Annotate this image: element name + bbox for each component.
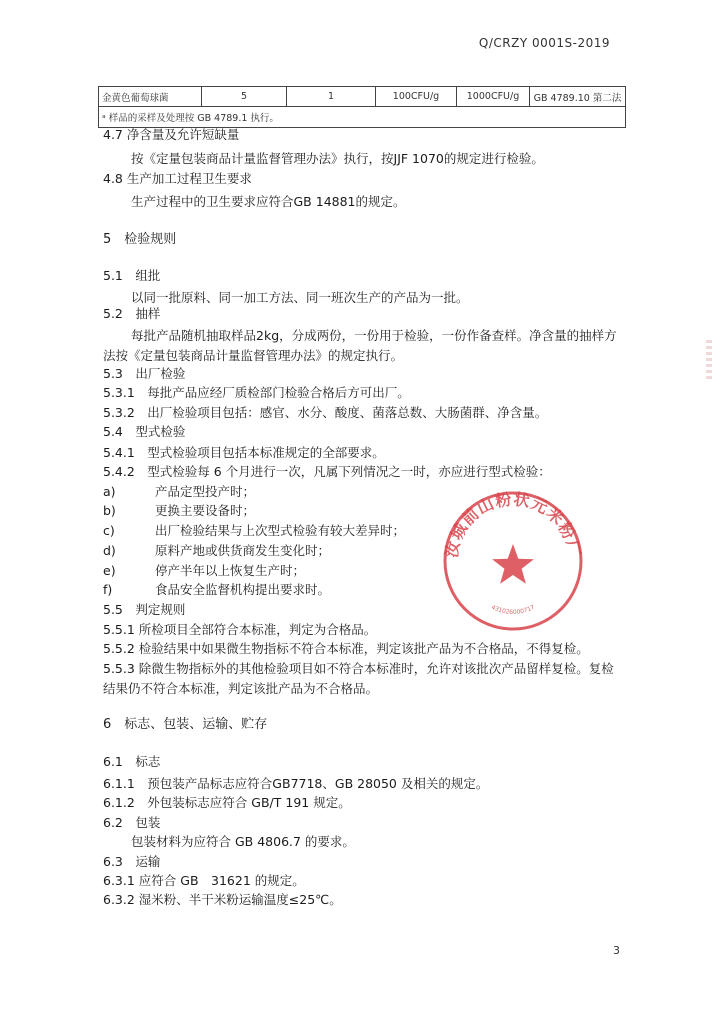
clause: 结果仍不符合本标准，判定该批产品为不合格品。 [103, 681, 379, 696]
seal-number: 431026000717 [490, 603, 536, 616]
chapter-heading: 6 标志、包装、运输、贮存 [103, 717, 268, 732]
section-heading: 5.4 型式检验 [103, 424, 186, 439]
clause: 5.4.1 型式检验项目包括本标准规定的全部要求。 [103, 445, 385, 460]
list-item: 停产半年以上恢复生产时； [155, 563, 306, 578]
document-code: Q/CRZY 0001S-2019 [478, 36, 610, 50]
margin-stamp-mark [706, 340, 712, 380]
list-marker: b) [103, 503, 116, 518]
table-cell: 100CFU/g [376, 87, 457, 107]
section-heading: 5.5 判定规则 [103, 602, 186, 617]
table-footnote: ᵃ 样品的采样及处理按 GB 4789.1 执行。 [99, 107, 626, 128]
table-row [99, 107, 626, 128]
clause: 5.3.1 每批产品应经厂质检部门检验合格后方可出厂。 [103, 385, 410, 400]
table-cell: GB 4789.10 第二法 [530, 87, 626, 107]
seal-text: 汝城前山粉状元米粉厂 [441, 489, 585, 559]
list-marker: e) [103, 563, 116, 578]
list-item: 出厂检验结果与上次型式检验有较大差异时； [155, 523, 406, 538]
section-heading: 5.1 组批 [103, 268, 161, 283]
company-seal [440, 488, 586, 634]
list-marker: c) [103, 523, 115, 538]
section-heading: 5.3 出厂检验 [103, 366, 186, 381]
list-marker: a) [103, 484, 116, 499]
clause: 5.5.1 所检项目全部符合本标准，判定为合格品。 [103, 622, 377, 637]
clause: 5.5.3 除微生物指标外的其他检验项目如不符合本标准时，允许对该批次产品留样复检。复检 [103, 661, 614, 676]
list-item: 原料产地或供货商发生变化时； [155, 543, 331, 558]
table-cell: 1 [287, 87, 376, 107]
microbiology-table [98, 86, 626, 128]
table-cell: 1000CFU/g [457, 87, 530, 107]
clause: 6.3.2 湿米粉、半干米粉运输温度≤25℃。 [103, 892, 342, 907]
section-heading: 4.7 净含量及允许短缺量 [103, 127, 240, 142]
svg-text:431026000717 [490, 604, 536, 616]
clause: 5.3.2 出厂检验项目包括：感官、水分、酸度、菌落总数、大肠菌群、净含量。 [103, 405, 548, 420]
list-item: 更换主要设备时； [155, 503, 256, 518]
paragraph: 生产过程中的卫生要求应符合GB 14881的规定。 [131, 194, 406, 209]
list-item: 食品安全监督机构提出要求时。 [155, 582, 331, 597]
clause: 6.1.2 外包装标志应符合 GB/T 191 规定。 [103, 795, 351, 810]
table-cell: 5 [202, 87, 287, 107]
page-number: 3 [613, 944, 620, 957]
section-heading: 6.1 标志 [103, 754, 161, 769]
paragraph: 包装材料为应符合 GB 4806.7 的要求。 [131, 834, 355, 849]
paragraph: 法按《定量包装商品计量监督管理办法》的规定执行。 [103, 348, 404, 363]
paragraph: 以同一批原料、同一加工方法、同一班次生产的产品为一批。 [131, 290, 469, 305]
section-heading: 6.3 运输 [103, 854, 161, 869]
paragraph: 按《定量包装商品计量监督管理办法》执行，按JJF 1070的规定进行检验。 [131, 151, 544, 166]
table-row [99, 87, 626, 107]
table-cell: 金黄色葡萄球菌 [99, 87, 202, 107]
list-marker: d) [103, 543, 116, 558]
section-heading: 4.8 生产加工过程卫生要求 [103, 171, 252, 186]
clause: 6.3.1 应符合 GB 31621 的规定。 [103, 873, 305, 888]
section-heading: 5.2 抽样 [103, 306, 161, 321]
chapter-heading: 5 检验规则 [103, 232, 177, 247]
clause: 5.5.2 检验结果中如果微生物指标不符合本标准，判定该批产品为不合格品，不得复检。 [103, 641, 589, 656]
clause: 6.1.1 预包装产品标志应符合GB7718、GB 28050 及相关的规定。 [103, 776, 489, 791]
list-item: 产品定型投产时； [155, 484, 256, 499]
paragraph: 每批产品随机抽取样品2kg，分成两份，一份用于检验，一份作备查样。净含量的抽样方 [131, 328, 617, 343]
seal-star-icon [492, 544, 534, 584]
list-marker: f) [103, 582, 113, 597]
clause: 5.4.2 型式检验每 6 个月进行一次，凡属下列情况之一时，亦应进行型式检验： [103, 464, 551, 479]
section-heading: 6.2 包装 [103, 815, 161, 830]
